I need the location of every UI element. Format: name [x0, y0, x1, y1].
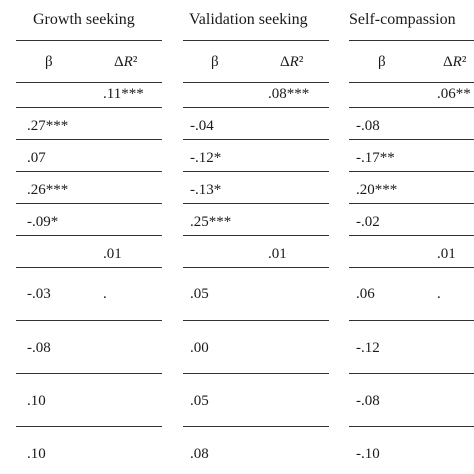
beta-value: .00	[190, 340, 209, 356]
beta-value: -.03	[27, 286, 51, 302]
beta-value: -.13*	[190, 182, 222, 198]
column-group-title: Self-compassion	[349, 11, 456, 28]
delta-r2-subheader	[443, 54, 466, 71]
delta-r2-value: .01	[437, 246, 456, 262]
beta-value: .10	[27, 393, 46, 409]
beta-value: .05	[190, 286, 209, 302]
squared-symbol: ²	[298, 54, 304, 70]
beta-value: -.08	[356, 393, 380, 409]
beta-value: .06	[356, 286, 375, 302]
beta-value: -.12*	[190, 150, 222, 166]
beta-value: -.10	[356, 446, 380, 462]
beta-subheader: β	[378, 54, 386, 70]
beta-subheader: β	[45, 54, 53, 70]
beta-value: -.17**	[356, 150, 395, 166]
delta-symbol: Δ	[280, 54, 290, 70]
table-rule	[183, 203, 329, 204]
table-rule	[183, 320, 329, 321]
delta-r2-value: .	[437, 286, 441, 302]
beta-value: .05	[190, 393, 209, 409]
beta-value: .10	[27, 446, 46, 462]
table-rule	[349, 267, 474, 268]
table-rule	[349, 171, 474, 172]
table-rule	[349, 426, 474, 427]
table-rule	[16, 139, 162, 140]
table-rule	[16, 320, 162, 321]
delta-r2-value: .08***	[268, 86, 310, 102]
delta-r2-value: .01	[103, 246, 122, 262]
beta-value: .08	[190, 446, 209, 462]
table-rule	[183, 235, 329, 236]
beta-value: .25***	[190, 214, 232, 230]
table-rule	[349, 373, 474, 374]
table-rule	[16, 203, 162, 204]
table-rule	[16, 82, 162, 83]
beta-value: .26***	[27, 182, 69, 198]
table-rule	[16, 267, 162, 268]
table-rule	[16, 40, 162, 41]
table-rule	[349, 320, 474, 321]
delta-r2-subheader	[114, 54, 137, 71]
beta-value: -.08	[27, 340, 51, 356]
beta-subheader: β	[211, 54, 219, 70]
squared-symbol: ²	[132, 54, 138, 70]
r-symbol: R	[452, 54, 462, 70]
table-rule	[349, 40, 474, 41]
delta-r2-value: .01	[268, 246, 287, 262]
r-symbol: R	[289, 54, 299, 70]
table-rule	[349, 235, 474, 236]
beta-value: .27***	[27, 118, 69, 134]
delta-symbol: Δ	[114, 54, 124, 70]
delta-symbol: Δ	[443, 54, 453, 70]
table-rule	[349, 82, 474, 83]
beta-value: -.09*	[27, 214, 59, 230]
table-rule	[183, 373, 329, 374]
table-rule	[16, 171, 162, 172]
table-rule	[183, 267, 329, 268]
delta-r2-value: .06**	[437, 86, 471, 102]
table-rule	[16, 373, 162, 374]
delta-r2-value: .	[103, 286, 107, 302]
beta-value: -.02	[356, 214, 380, 230]
table-rule	[349, 139, 474, 140]
table-rule	[16, 426, 162, 427]
table-rule	[183, 40, 329, 41]
table-rule	[349, 107, 474, 108]
table-rule	[183, 139, 329, 140]
squared-symbol: ²	[461, 54, 467, 70]
table-rule	[183, 171, 329, 172]
table-rule	[349, 203, 474, 204]
beta-value: -.04	[190, 118, 214, 134]
beta-value: -.08	[356, 118, 380, 134]
column-group-title: Validation seeking	[189, 11, 308, 28]
table-rule	[183, 426, 329, 427]
column-group-title: Growth seeking	[33, 11, 135, 28]
table-rule	[16, 107, 162, 108]
beta-value: .20***	[356, 182, 398, 198]
table-rule	[183, 82, 329, 83]
r-symbol: R	[123, 54, 133, 70]
beta-value: -.12	[356, 340, 380, 356]
table-rule	[183, 107, 329, 108]
delta-r2-subheader	[280, 54, 303, 71]
beta-value: .07	[27, 150, 46, 166]
table-rule	[16, 235, 162, 236]
delta-r2-value: .11***	[103, 86, 144, 102]
